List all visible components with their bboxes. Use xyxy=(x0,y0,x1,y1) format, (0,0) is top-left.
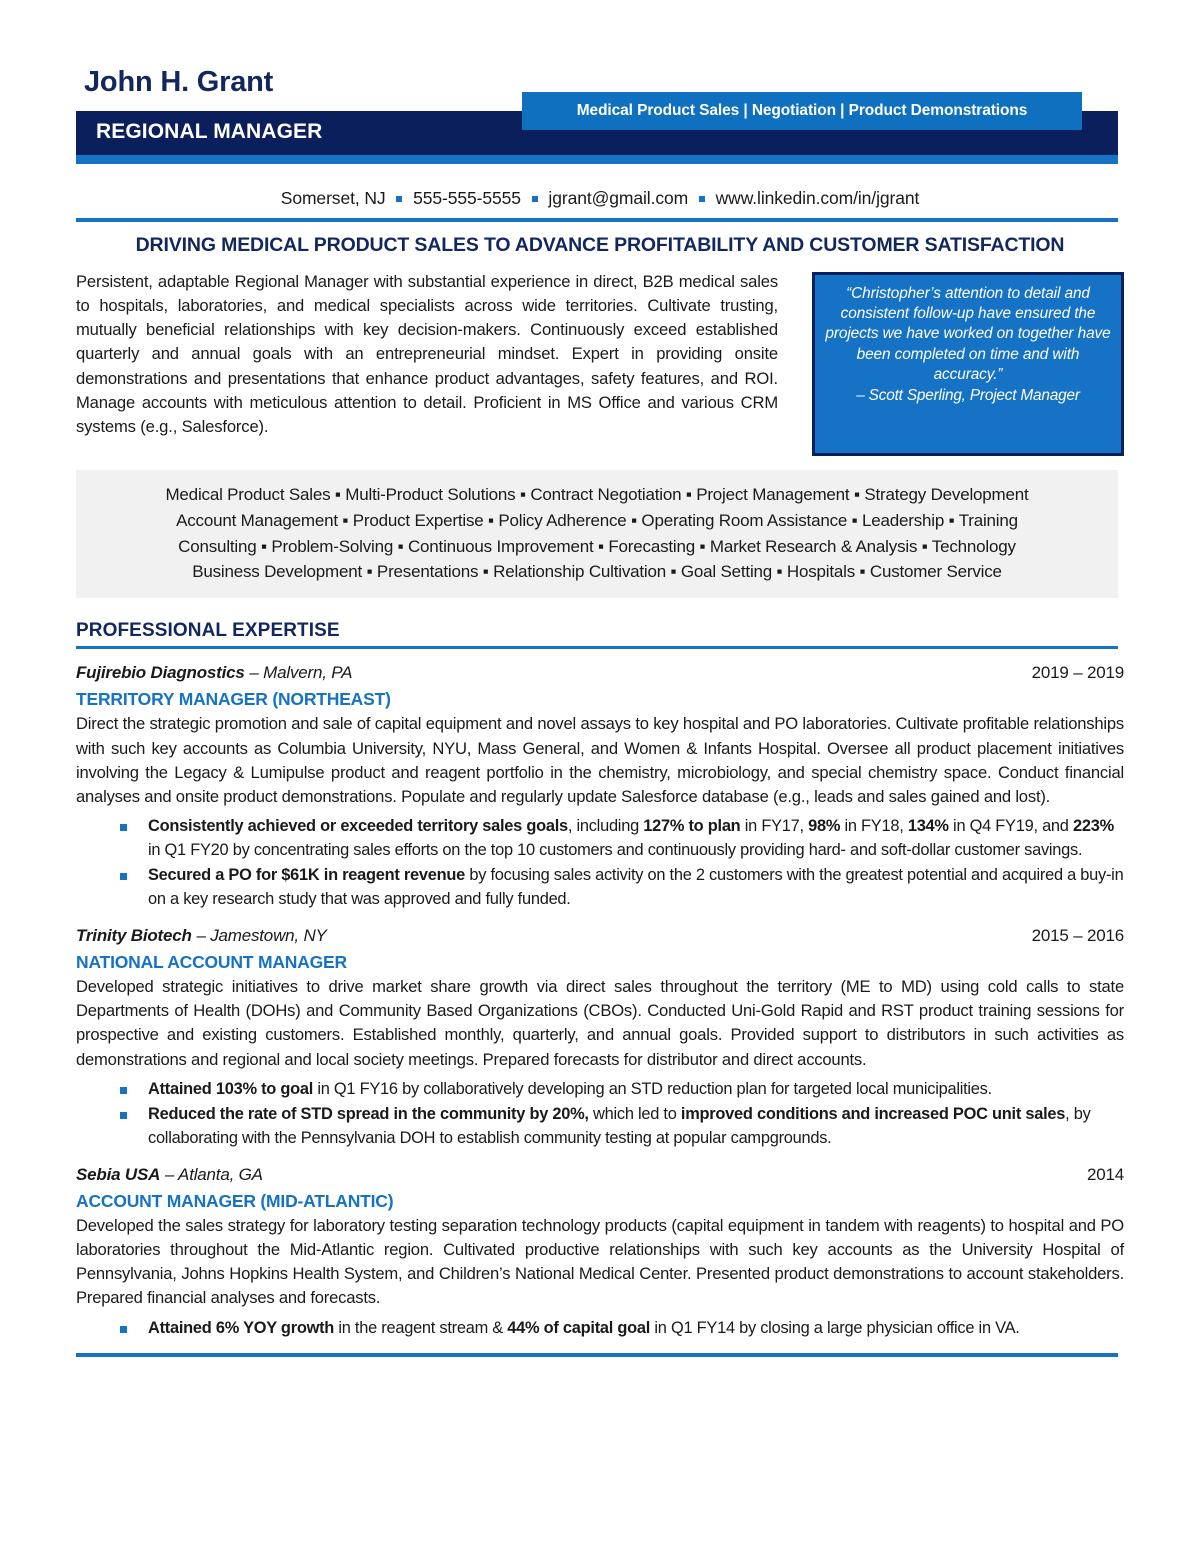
resume-headline: DRIVING MEDICAL PRODUCT SALES TO ADVANCE PROFITABILITY AND CUSTOMER SATISFACTION xyxy=(135,234,1065,256)
header-blue-stripe xyxy=(76,155,1118,164)
skills-line: Account Management ▪ Product Expertise ▪ Policy Adherence ▪ Operating Room Assistance ▪ Leadership ▪ Training xyxy=(176,510,1018,530)
job-role-title: TERRITORY MANAGER (NORTHEAST) xyxy=(76,689,391,710)
bullet-square-icon xyxy=(699,196,705,202)
testimonial-attribution: – Scott Sperling, Project Manager xyxy=(856,386,1080,404)
summary-row xyxy=(76,270,1124,456)
bullet-square-icon xyxy=(396,196,402,202)
professional-summary: Persistent, adaptable Regional Manager with substantial experience in direct, B2B medical sales to hospitals, laboratories, and medical specialists across wide territories. Cultivate trusting, mutually beneficial relationships with key decision-makers. Continuously exceed established quarterly and annual goals with an entrepreneurial mindset. Expert in providing onsite demonstrations and presentations that enhance product advantages, safety features, and ROI. Manage accounts with meticulous attention to detail. Proficient in MS Office and various CRM systems (e.g., Salesforce). xyxy=(76,272,778,436)
header-tagline-text: Medical Product Sales | Negotiation | Product Demonstrations xyxy=(576,102,1028,119)
contact-divider-rule xyxy=(76,218,1118,222)
contact-location: Somerset, NJ xyxy=(280,188,386,208)
candidate-job-title: REGIONAL MANAGER xyxy=(96,120,323,143)
job-company: Sebia USA xyxy=(76,1164,161,1184)
footer-divider-rule xyxy=(76,1353,1118,1357)
contact-linkedin[interactable]: www.linkedin.com/in/jgrant xyxy=(715,188,920,208)
job-header-line xyxy=(76,1165,1124,1188)
resume-sheet xyxy=(76,0,1124,1357)
contact-line xyxy=(76,188,1124,209)
job-location: – Jamestown, NY xyxy=(196,926,327,945)
skills-line: Business Development ▪ Presentations ▪ Relationship Cultivation ▪ Goal Setting ▪ Hospitals ▪ Customer Service xyxy=(192,562,1002,582)
job-bullet-list xyxy=(76,1317,1124,1341)
resume-header xyxy=(76,66,1124,172)
testimonial-box xyxy=(812,272,1124,456)
job-description: Direct the strategic promotion and sale of capital equipment and novel assays to key hospital and PO laboratories. Cultivate profitable relationships with such key accounts as Columbia University, NYU, Mass General, and Women & Infants Hospital. Oversee all product placement initiatives involving the Legacy & Lumipulse product and reagent portfolio in the chemistry, microbiology, and special chemistry space. Conduct financial analyses and onsite product demonstrations. Populate and regularly update Salesforce database (e.g., leads and sales gained and lost). xyxy=(76,714,1124,806)
section-title-professional-expertise: PROFESSIONAL EXPERTISE xyxy=(76,620,340,642)
job-bullet-item: Consistently achieved or exceeded territory sales goals, including 127% to plan in FY17, 98% in FY18, 134% in Q4 FY19, and 223% in Q1 FY20 by concentrating sales efforts on the top 10 customers and continuously providing hard- and soft-dollar customer savings. xyxy=(76,815,1124,863)
job-company: Fujirebio Diagnostics xyxy=(76,663,245,683)
header-tagline-box xyxy=(522,92,1082,130)
job-company: Trinity Biotech xyxy=(76,926,192,945)
job-bullet-item: Secured a PO for $61K in reagent revenue by focusing sales activity on the 2 customers with the greatest potential and acquired a buy-in on a key research study that was approved and fully funded. xyxy=(76,864,1124,912)
job-location: – Atlanta, GA xyxy=(164,1164,263,1184)
candidate-name: John H. Grant xyxy=(84,66,274,98)
testimonial-quote: “Christopher’s attention to detail and consistent follow-up have ensured the projects we have worked on together have been completed on time and with accuracy.” xyxy=(825,285,1111,383)
bullet-square-icon xyxy=(532,196,538,202)
job-entry xyxy=(76,663,1124,912)
job-dates: 2014 xyxy=(1086,1164,1124,1184)
job-header-line xyxy=(76,663,1124,686)
job-role-title: ACCOUNT MANAGER (MID-ATLANTIC) xyxy=(76,1190,394,1211)
job-entry xyxy=(76,926,1124,1151)
job-bullet-list xyxy=(76,1078,1124,1151)
job-location: – Malvern, PA xyxy=(249,663,353,683)
core-skills-box xyxy=(76,470,1118,598)
job-role-title: NATIONAL ACCOUNT MANAGER xyxy=(76,952,347,972)
contact-phone: 555-555-5555 xyxy=(413,188,521,208)
job-dates: 2015 – 2016 xyxy=(1031,926,1124,945)
section-divider-rule xyxy=(76,646,1118,649)
job-bullet-item: Attained 6% YOY growth in the reagent stream & 44% of capital goal in Q1 FY14 by closing a large physician office in VA. xyxy=(76,1317,1124,1341)
job-bullet-item: Attained 103% to goal in Q1 FY16 by collaboratively developing an STD reduction plan for targeted local municipalities. xyxy=(76,1078,1124,1102)
job-description: Developed the sales strategy for laboratory testing separation technology products (capital equipment in tandem with reagents) to hospital and PO laboratories throughout the Mid-Atlantic region. Cultivated productive relationships with such key accounts as the University Hospital of Pennsylvania, Johns Hopkins Health System, and Children’s National Medical Center. Presented product demonstrations to account stakeholders. Prepared financial analyses and forecasts. xyxy=(76,1215,1124,1308)
job-bullet-list xyxy=(76,815,1124,912)
skills-line: Medical Product Sales ▪ Multi-Product Solutions ▪ Contract Negotiation ▪ Project Management ▪ Strategy Development xyxy=(165,485,1029,504)
skills-line: Consulting ▪ Problem-Solving ▪ Continuous Improvement ▪ Forecasting ▪ Market Research & Analysis ▪ Technology xyxy=(178,536,1016,556)
job-entry xyxy=(76,1165,1124,1341)
job-header-line xyxy=(76,926,1124,949)
job-description: Developed strategic initiatives to drive market share growth via direct sales throughout the territory (ME to MD) using cold calls to state Departments of Health (DOHs) and Community Based Organizations (CBOs). Conducted Uni-Gold Rapid and RST product training sessions for prospective and existing customers. Established monthly, quarterly, and annual goals. Provided support to distributors in such activities as demonstrations and regional and local society meetings. Prepared forecasts for distributor and direct accounts. xyxy=(76,977,1124,1069)
job-bullet-item: Reduced the rate of STD spread in the community by 20%, which led to improved conditions and increased POC unit sales, by collaborating with the Pennsylvania DOH to establish community testing at popular campgrounds. xyxy=(76,1103,1124,1151)
job-dates: 2019 – 2019 xyxy=(1031,663,1124,683)
contact-email[interactable]: jgrant@gmail.com xyxy=(548,188,689,208)
